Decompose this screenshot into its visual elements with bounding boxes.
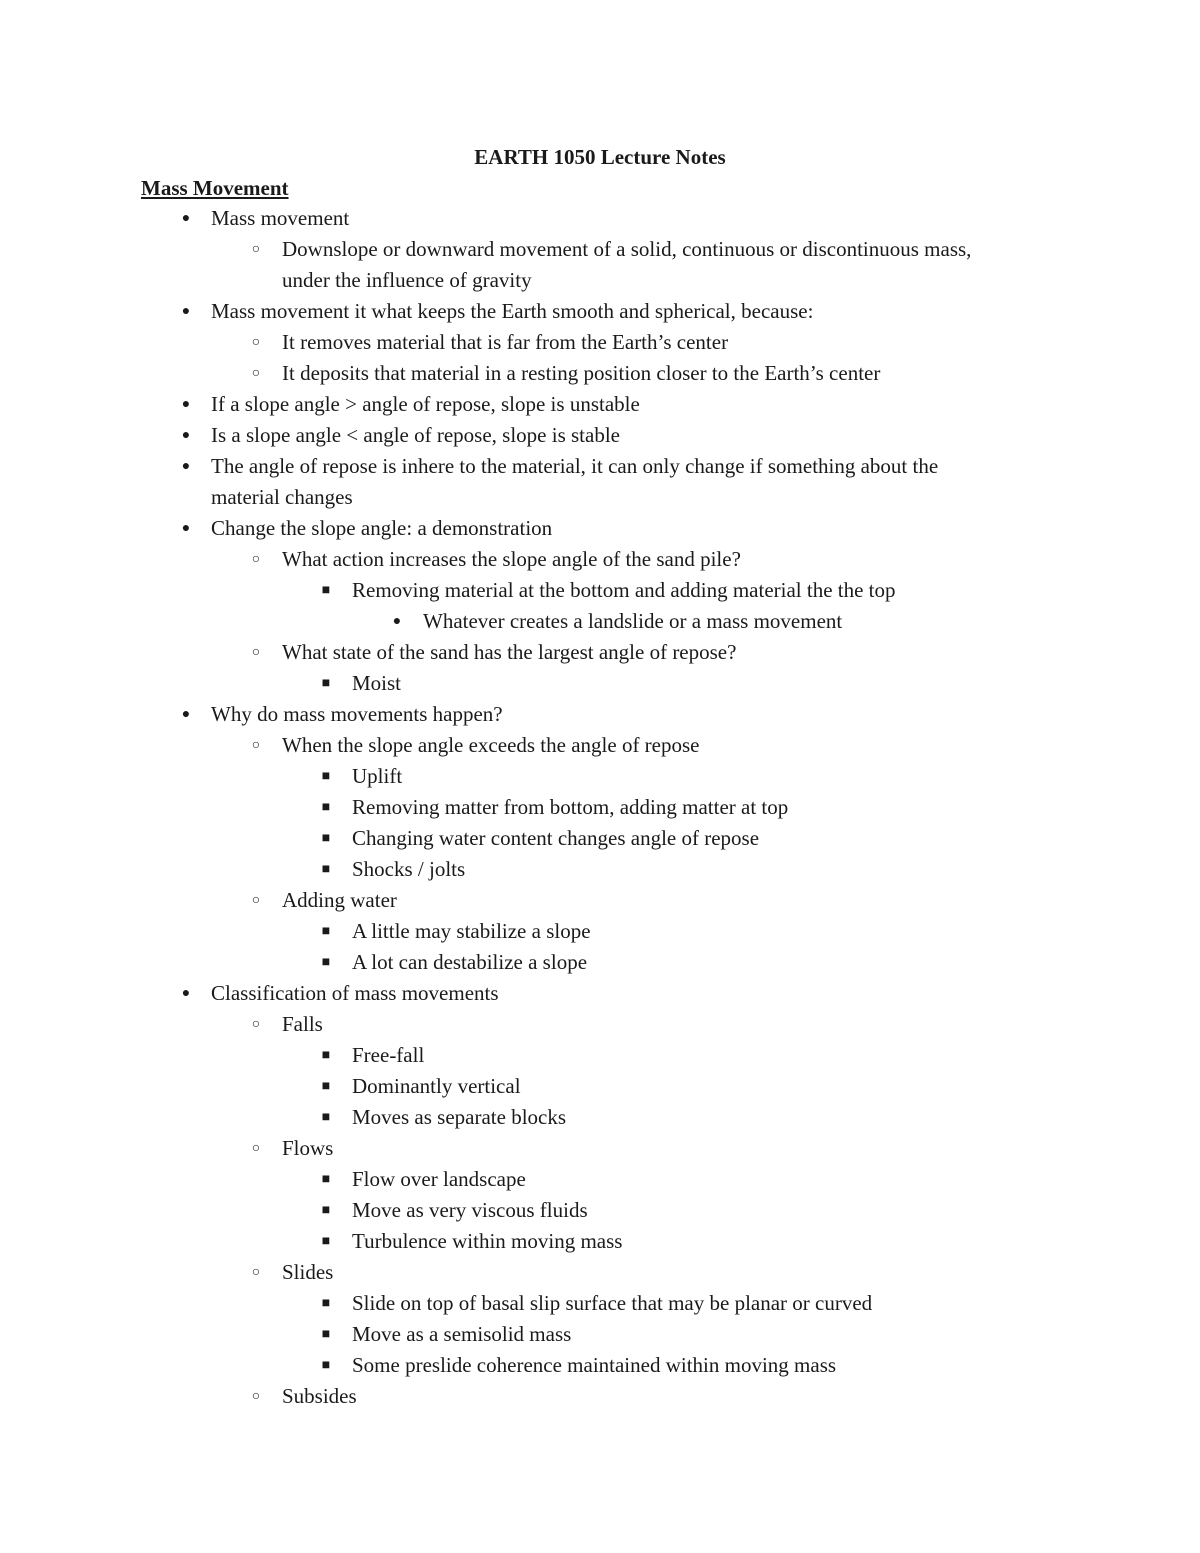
list-item: [0, 482, 1200, 513]
list-item: [0, 296, 1200, 327]
bullet-icon: ○: [251, 242, 261, 257]
bullet-icon: ○: [251, 335, 261, 350]
list-item-text: Changing water content changes angle of repose: [352, 826, 760, 850]
list-item: [0, 1381, 1200, 1412]
list-item-text: Mass movement: [211, 206, 350, 230]
list-item-text: Some preslide coherence maintained within moving mass: [352, 1353, 837, 1377]
list-item-text: The angle of repose is inhere to the material, it can only change if something about the: [211, 454, 939, 478]
list-item-text: Move as a semisolid mass: [352, 1322, 572, 1346]
bullet-icon: ■: [321, 1296, 331, 1311]
list-item: [0, 234, 1200, 265]
bullet-icon: ■: [321, 1172, 331, 1187]
bullet-icon: ■: [321, 1203, 331, 1218]
bullet-icon: ○: [251, 552, 261, 567]
list-item-text: Slide on top of basal slip surface that may be planar or curved: [352, 1291, 873, 1315]
list-item-text: Moist: [352, 671, 402, 695]
list-item: [0, 1226, 1200, 1257]
list-item-text: Dominantly vertical: [352, 1074, 521, 1098]
list-item-text: Flow over landscape: [352, 1167, 526, 1191]
list-item-text: It removes material that is far from the Earth’s center: [282, 330, 729, 354]
list-item-text: Uplift: [352, 764, 403, 788]
list-item-text: Adding water: [282, 888, 397, 912]
bullet-icon: ○: [251, 1389, 261, 1404]
list-item: [0, 1319, 1200, 1350]
bullet-icon: ●: [181, 521, 191, 536]
list-item-text: Subsides: [282, 1384, 357, 1408]
list-item: [0, 420, 1200, 451]
bullet-icon: ■: [321, 924, 331, 939]
list-item: [0, 792, 1200, 823]
bullet-icon: ●: [181, 428, 191, 443]
list-item-text: material changes: [211, 485, 353, 509]
bullet-icon: ■: [321, 1327, 331, 1342]
list-item: [0, 730, 1200, 761]
list-item: [0, 544, 1200, 575]
bullet-icon: ■: [321, 1358, 331, 1373]
list-item: [0, 327, 1200, 358]
bullet-icon: ○: [251, 893, 261, 908]
page-title: EARTH 1050 Lecture Notes: [474, 145, 726, 169]
bullet-icon: ■: [321, 1048, 331, 1063]
list-item-text: If a slope angle > angle of repose, slope is unstable: [211, 392, 640, 416]
list-item-text: What state of the sand has the largest angle of repose?: [282, 640, 737, 664]
list-item: [0, 513, 1200, 544]
list-item: [0, 823, 1200, 854]
list-item-text: Flows: [282, 1136, 334, 1160]
list-item-text: Mass movement it what keeps the Earth smooth and spherical, because:: [211, 299, 814, 323]
bullet-icon: ●: [181, 459, 191, 474]
list-item: [0, 451, 1200, 482]
bullet-icon: ○: [251, 1141, 261, 1156]
list-item-text: Classification of mass movements: [211, 981, 499, 1005]
list-item: [0, 1040, 1200, 1071]
section-heading: Mass Movement: [141, 176, 289, 200]
list-item: [0, 575, 1200, 606]
bullet-icon: ○: [251, 366, 261, 381]
list-item: [0, 761, 1200, 792]
list-item: [0, 854, 1200, 885]
list-item: [0, 699, 1200, 730]
list-item: [0, 1009, 1200, 1040]
list-item: [0, 1350, 1200, 1381]
list-item-text: Removing material at the bottom and adding material the the top: [352, 578, 896, 602]
bullet-icon: ■: [321, 583, 331, 598]
list-item: [0, 978, 1200, 1009]
bullet-icon: ○: [251, 1265, 261, 1280]
list-item: [0, 1102, 1200, 1133]
list-item-text: A lot can destabilize a slope: [352, 950, 588, 974]
bullet-icon: ■: [321, 862, 331, 877]
list-item-text: Slides: [282, 1260, 334, 1284]
list-item: [0, 916, 1200, 947]
list-item-text: When the slope angle exceeds the angle of repose: [282, 733, 700, 757]
list-item: [0, 1071, 1200, 1102]
list-item: [0, 358, 1200, 389]
list-item: [0, 1133, 1200, 1164]
list-item-text: A little may stabilize a slope: [352, 919, 591, 943]
list-item: [0, 637, 1200, 668]
bullet-icon: ■: [321, 1079, 331, 1094]
list-item-text: Free-fall: [352, 1043, 425, 1067]
list-item-text: Falls: [282, 1012, 323, 1036]
list-item-text: What action increases the slope angle of the sand pile?: [282, 547, 741, 571]
bullet-icon: ○: [251, 645, 261, 660]
bullet-icon: ■: [321, 955, 331, 970]
bullet-icon: ■: [321, 676, 331, 691]
list-item: [0, 389, 1200, 420]
list-item-text: Removing matter from bottom, adding matter at top: [352, 795, 789, 819]
list-item: [0, 668, 1200, 699]
list-item: [0, 1164, 1200, 1195]
list-item-text: It deposits that material in a resting position closer to the Earth’s center: [282, 361, 881, 385]
list-item: [0, 1195, 1200, 1226]
bullet-icon: ■: [321, 800, 331, 815]
list-item: [0, 606, 1200, 637]
list-item-text: Turbulence within moving mass: [352, 1229, 623, 1253]
list-item-text: Whatever creates a landslide or a mass movement: [423, 609, 843, 633]
list-item: [0, 885, 1200, 916]
bullet-icon: ●: [392, 614, 402, 629]
bullet-icon: ■: [321, 1234, 331, 1249]
bullet-icon: ●: [181, 304, 191, 319]
list-item-text: Is a slope angle < angle of repose, slope is stable: [211, 423, 620, 447]
bullet-icon: ○: [251, 738, 261, 753]
list-item: [0, 1288, 1200, 1319]
bullet-icon: ●: [181, 986, 191, 1001]
list-item: [0, 947, 1200, 978]
bullet-icon: ■: [321, 769, 331, 784]
bullet-icon: ●: [181, 211, 191, 226]
bullet-icon: ●: [181, 397, 191, 412]
list-item-text: Shocks / jolts: [352, 857, 466, 881]
list-item-text: Change the slope angle: a demonstration: [211, 516, 553, 540]
list-item-text: Move as very viscous fluids: [352, 1198, 588, 1222]
list-item-text: Downslope or downward movement of a solid, continuous or discontinuous mass,: [282, 237, 972, 261]
list-item: [0, 265, 1200, 296]
list-item: [0, 1257, 1200, 1288]
list-item-text: Why do mass movements happen?: [211, 702, 503, 726]
outline-list: [0, 203, 1200, 1412]
list-item-text: Moves as separate blocks: [352, 1105, 567, 1129]
bullet-icon: ■: [321, 1110, 331, 1125]
list-item: [0, 203, 1200, 234]
bullet-icon: ●: [181, 707, 191, 722]
list-item-text: under the influence of gravity: [282, 268, 532, 292]
bullet-icon: ○: [251, 1017, 261, 1032]
bullet-icon: ■: [321, 831, 331, 846]
